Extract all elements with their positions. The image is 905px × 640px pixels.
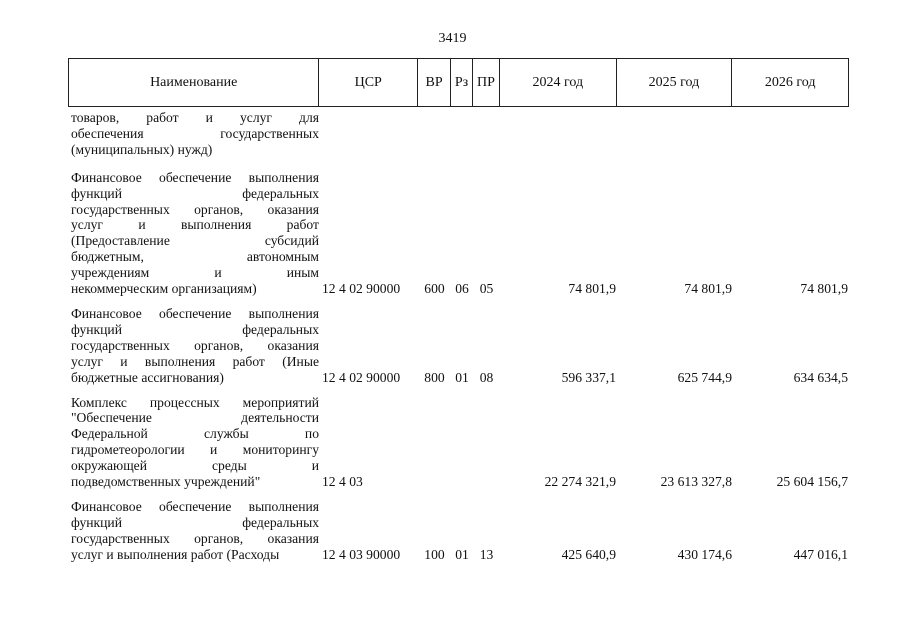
row-name [68, 306, 319, 386]
row-csr: 12 4 02 90000 [322, 369, 401, 385]
row-name-line: (Предоставление субсидий [71, 233, 319, 249]
row-name-line: функций федеральных [71, 185, 319, 201]
header-vr: ВР [418, 59, 451, 106]
row-2024: 596 337,1 [561, 369, 616, 385]
row-name-line: Финансовое обеспечение выполнения [71, 305, 319, 321]
row-2025: 74 801,9 [684, 281, 732, 297]
row-2025: 23 613 327,8 [660, 474, 732, 490]
table-row [68, 395, 849, 490]
page-number: 3419 [438, 31, 467, 46]
row-2025: 625 744,9 [677, 369, 732, 385]
row-rz: 06 [455, 281, 469, 297]
row-name-line: функций федеральных [71, 514, 319, 530]
row-rz: 01 [455, 369, 469, 385]
table-header [68, 58, 849, 107]
row-name-line: "Обеспечение деятельности [71, 410, 319, 426]
row-name-line: товаров, работ и услуг для [71, 110, 319, 125]
row-2026: 74 801,9 [800, 281, 848, 297]
row-name-line: Комплекс процессных мероприятий [71, 394, 319, 410]
row-2025: 430 174,6 [677, 546, 732, 562]
header-2024: 2024 год [500, 59, 617, 106]
header-name: Наименование [69, 59, 319, 106]
row-name-line: окружающей среды и [71, 458, 319, 474]
row-name-line: бюджетным, автономным [71, 249, 319, 265]
table-row [68, 306, 849, 386]
row-vr: 100 [424, 546, 445, 562]
row-2024: 22 274 321,9 [544, 474, 616, 490]
row-name [68, 395, 319, 490]
header-2026: 2026 год [764, 74, 816, 90]
row-pr: 08 [479, 369, 494, 385]
row-2026: 447 016,1 [793, 546, 848, 562]
row-name [68, 499, 319, 563]
row-name-line: некоммерческим организациям) [71, 281, 257, 297]
row-name-line: подведомственных учреждений" [71, 474, 261, 490]
table-row [68, 499, 849, 563]
row-vr: 800 [424, 369, 445, 385]
row-name-line: гидрометеорологии и мониторингу [71, 442, 319, 458]
row-name-line: услуг и выполнения работ [71, 217, 319, 233]
row-csr: 12 4 02 90000 [322, 281, 401, 297]
row-2026: 634 634,5 [793, 369, 848, 385]
row-name-line: Федеральной службы по [71, 426, 319, 442]
row-vr: 600 [424, 281, 445, 297]
table-row [68, 110, 849, 158]
row-name [68, 110, 319, 158]
header-pr: ПР [473, 59, 500, 106]
header-2025: 2025 год [617, 59, 733, 106]
row-name-line: учреждениям и иным [71, 265, 319, 281]
row-rz: 01 [455, 546, 469, 562]
row-name-line: Финансовое обеспечение выполнения [71, 498, 319, 514]
row-name-line: функций федеральных [71, 321, 319, 337]
row-csr: 12 4 03 [322, 474, 363, 490]
row-name-line: Финансовое обеспечение выполнения [71, 169, 319, 185]
row-csr: 12 4 03 90000 [322, 546, 401, 562]
header-csr: ЦСР [319, 59, 418, 106]
row-2024: 425 640,9 [561, 546, 616, 562]
table-row [68, 170, 849, 297]
row-name-line: государственных органов, оказания [71, 201, 319, 217]
row-name-line: услуг и выполнения работ (Иные [71, 353, 319, 369]
row-2024: 74 801,9 [568, 281, 616, 297]
row-name [68, 170, 319, 297]
row-name-line: (муниципальных) нужд) [71, 141, 213, 157]
row-name-line: государственных органов, оказания [71, 530, 319, 546]
table-body [68, 110, 849, 572]
row-name-line: услуг и выполнения работ (Расходы [71, 546, 280, 562]
header-rz: Рз [451, 59, 473, 106]
row-name-line: государственных органов, оказания [71, 337, 319, 353]
row-name-line: обеспечения государственных [71, 125, 319, 141]
row-2026: 25 604 156,7 [776, 474, 848, 490]
row-pr: 05 [479, 281, 494, 297]
row-name-line: бюджетные ассигнования) [71, 369, 224, 385]
row-pr: 13 [479, 546, 494, 562]
